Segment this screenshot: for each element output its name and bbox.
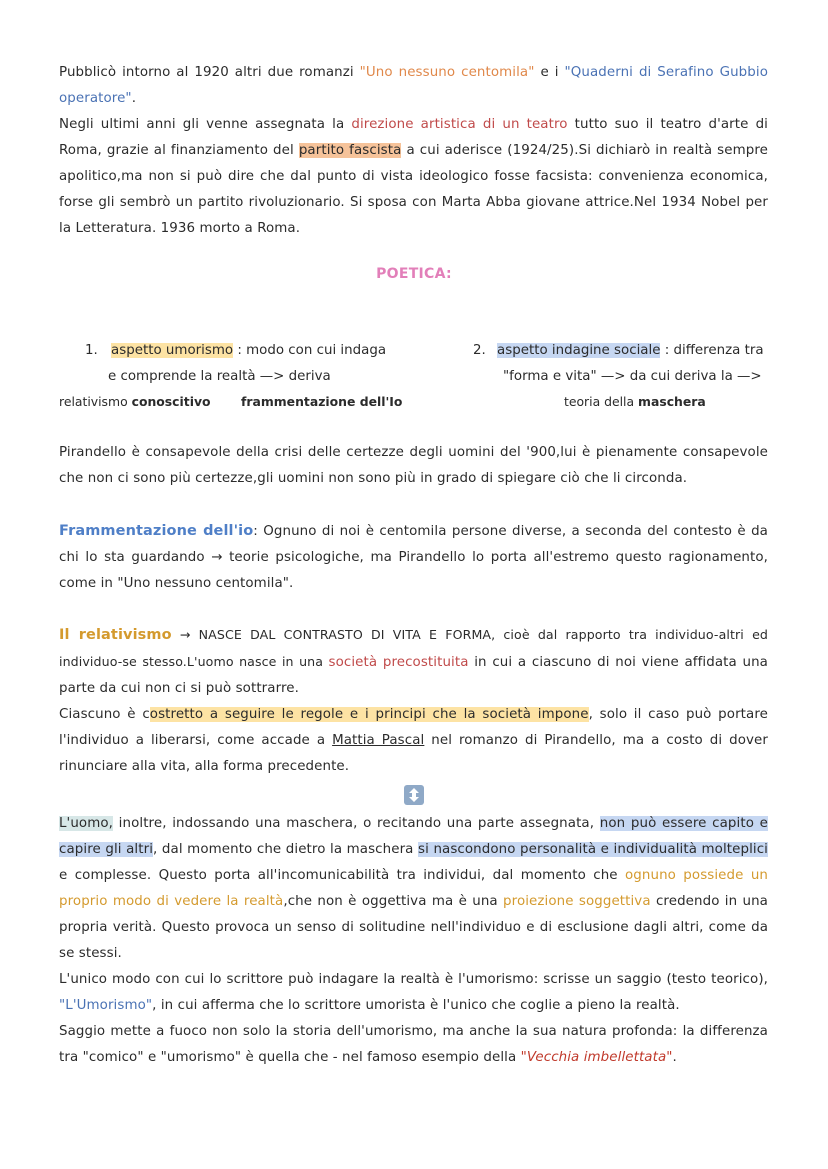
novel-title: "Uno nessuno centomila" bbox=[359, 65, 535, 80]
sub-text-bold: conoscitivo bbox=[131, 394, 211, 409]
paragraph-text: Ciascuno è c bbox=[59, 707, 150, 722]
sub-maschera bbox=[564, 393, 706, 411]
example-title: "Vecchia imbellettata" bbox=[520, 1050, 673, 1065]
point-text: : modo con cui indaga bbox=[233, 343, 387, 358]
section-title: POETICA: bbox=[376, 266, 452, 282]
umorismo-paragraph bbox=[59, 967, 768, 1071]
highlight-phrase: partito fascista bbox=[298, 143, 402, 158]
poetica-point-2 bbox=[473, 338, 773, 364]
highlight-phrase: ostretto a seguire le regole e i principi che la società impone bbox=[149, 707, 589, 722]
highlight-phrase: aspetto umorismo bbox=[111, 343, 234, 358]
essay-title: "L'Umorismo" bbox=[59, 998, 153, 1013]
highlight-phrase: proiezione soggettiva bbox=[503, 894, 651, 909]
highlight-phrase: aspetto indagine sociale bbox=[497, 343, 661, 358]
highlight-phrase: società precostituita bbox=[328, 655, 469, 670]
intro-text: tutto suo il teatro d'arte di Roma, grazie al finanziamento del bbox=[59, 117, 768, 158]
paragraph-text: Saggio mette a fuoco non solo la storia dell'umorismo, ma anche la sua natura profonda: la differenza tra "comico" e "umorismo" è quella che - nel famoso esempio della bbox=[59, 1024, 768, 1065]
highlight-phrase: non può essere capito e capire gli altri bbox=[59, 816, 768, 857]
paragraph-text: L'unico modo con cui lo scrittore può indagare la realtà è l'umorismo: scrisse un saggio (testo teorico), bbox=[59, 972, 768, 987]
paragraph-text: e complesse. Questo porta all'incomunicabilità tra individui, dal momento che bbox=[59, 868, 625, 883]
novel-title: "Quaderni di Serafino Gubbio operatore" bbox=[59, 65, 768, 106]
paragraph-text: → NASCE DAL CONTRASTO DI VITA E FORMA, cioè dal rapporto tra individuo-altri ed individuo-se stesso.L'uomo nasce in una bbox=[59, 627, 769, 669]
underlined-name: Mattia Pascal bbox=[332, 733, 425, 748]
relativismo-heading: Il relativismo bbox=[59, 627, 172, 643]
frammentazione-paragraph bbox=[59, 518, 768, 597]
relativismo-paragraph bbox=[59, 622, 768, 780]
paragraph-text: ,che non è oggettiva ma è una bbox=[283, 894, 504, 909]
frammentazione-heading: Frammentazione dell'io bbox=[59, 523, 254, 539]
highlight-phrase: ognuno possiede un proprio modo di vedere la realtà bbox=[59, 868, 768, 909]
highlight-phrase: si nascondono personalità e individualità molteplici bbox=[418, 842, 768, 857]
list-number: 1. bbox=[85, 343, 98, 358]
paragraph-text: , solo il caso può portare l'individuo a liberarsi, come accade a bbox=[59, 707, 768, 748]
paragraph-text: inoltre, indossando una maschera, o recitando una parte assegnata, bbox=[113, 816, 600, 831]
crisi-paragraph: Pirandello è consapevole della crisi delle certezze degli uomini del '900,lui è pienamente consapevole che non ci sono più certezze,gli uomini non sono più in grado di spiegare ciò che li circonda. bbox=[59, 445, 768, 486]
intro-text: . bbox=[131, 91, 137, 106]
sub-relativismo bbox=[59, 393, 211, 411]
sub-text-bold: maschera bbox=[638, 394, 706, 409]
paragraph-text: : Ognuno di noi è centomila persone diverse, a seconda del contesto è da chi lo sta guardando → teorie psicologiche, ma Pirandello lo porta all'estremo questo ragionamento, come in "Uno nessuno centomila". bbox=[59, 524, 768, 591]
poetica-point-1-line2: e comprende la realtà —> deriva bbox=[108, 369, 331, 384]
highlight-phrase: direzione artistica di un teatro bbox=[351, 117, 568, 132]
intro-text: Negli ultimi anni gli venne assegnata la bbox=[59, 117, 352, 132]
sub-text: teoria della bbox=[564, 394, 639, 409]
intro-text: Pubblicò intorno al 1920 altri due romanzi bbox=[59, 65, 360, 80]
sub-text: relativismo bbox=[59, 394, 132, 409]
list-number: 2. bbox=[473, 343, 486, 358]
paragraph-text: . bbox=[672, 1050, 677, 1065]
paragraph-text: nel romanzo di Pirandello, ma a costo di dover rinunciare alla vita, alla forma precedente. bbox=[59, 733, 768, 774]
intro-paragraph bbox=[59, 60, 768, 242]
poetica-point-2-line2: "forma e vita" —> da cui deriva la —> bbox=[503, 369, 762, 384]
point-text: : differenza tra bbox=[660, 343, 764, 358]
paragraph-text: , in cui afferma che lo scrittore umorista è l'unico che coglie a pieno la realtà. bbox=[152, 998, 680, 1013]
paragraph-text: credendo in una propria verità. Questo provoca un senso di solitudine nell'individuo e di esclusione dagli altri, come da se stessi. bbox=[59, 894, 768, 961]
paragraph-text: , dal momento che dietro la maschera bbox=[153, 842, 419, 857]
intro-text: a cui aderisce (1924/25).Si dichiarò in realtà sempre apolitico,ma non si può dire che dal punto di vista ideologico fosse facsista: convenienza economica, forse gli sembrò un partito rivoluzionario. Si sposa con Marta Abba giovane attrice.Nel 1934 Nobel per la Letteratura. 1936 morto a Roma. bbox=[59, 143, 768, 236]
highlight-phrase: L'uomo, bbox=[59, 816, 114, 831]
poetica-point-1 bbox=[85, 338, 415, 364]
up-down-arrow-icon bbox=[404, 785, 424, 805]
maschera-paragraph bbox=[59, 811, 768, 967]
sub-frammentazione: frammentazione dell'Io bbox=[241, 394, 403, 409]
paragraph-text: in cui a ciascuno di noi viene affidata una parte da cui non ci si può sottrarre. bbox=[59, 655, 768, 696]
intro-text: e i bbox=[534, 65, 565, 80]
